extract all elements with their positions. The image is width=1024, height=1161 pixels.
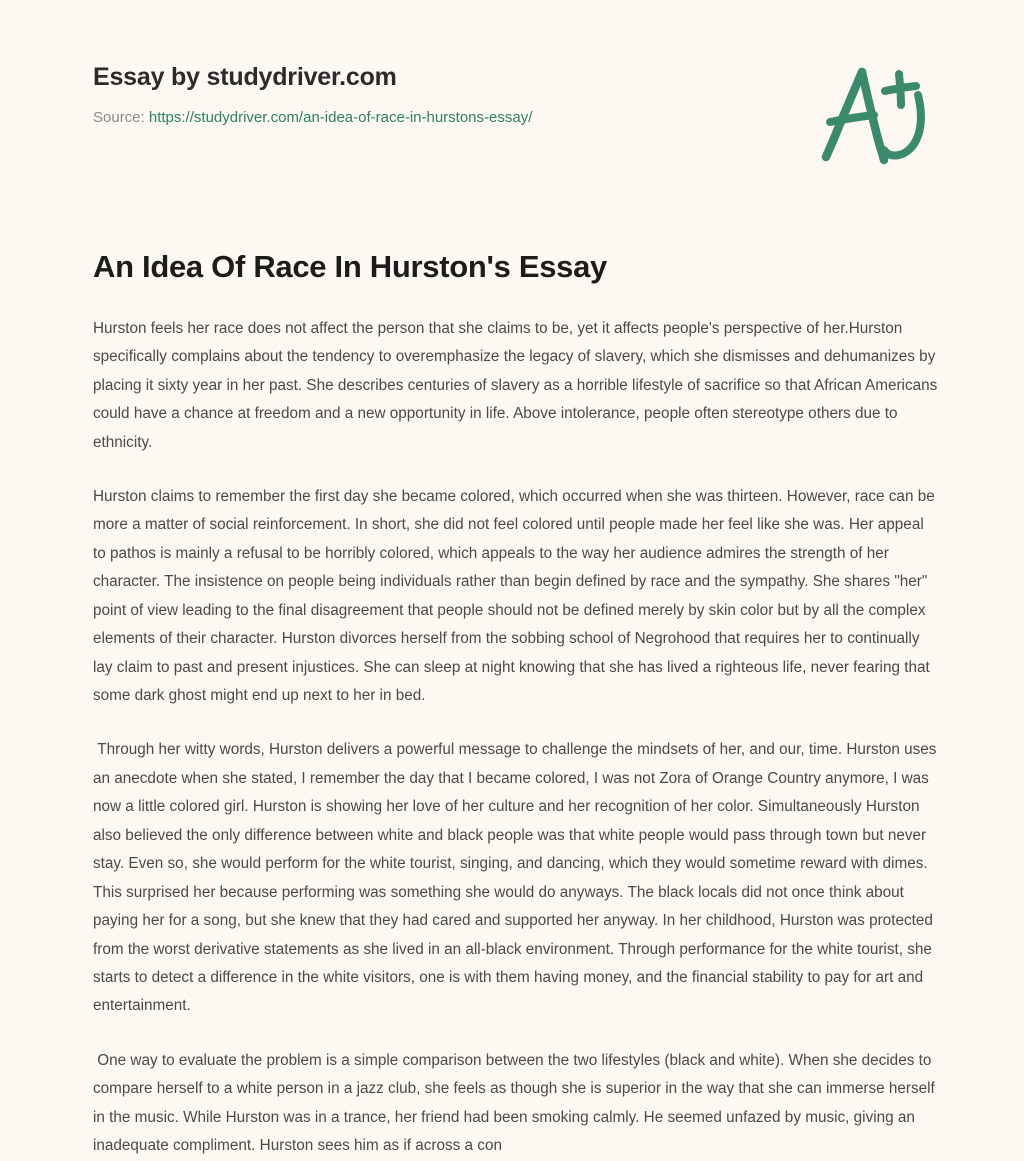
article-paragraph: Hurston feels her race does not affect the person that she claims to be, yet it affects people's perspective of her.Hurston specifically complains about the tendency to overemphasize the legacy of slavery, which she dismisses and dehumanizes by placing it sixty year in her past. She describes centuries of slavery as a horrible lifestyle of sacrifice so that African Americans could have a chance at freedom and a new opportunity in life. Above intolerance, people often stereotype others due to ethnicity. [93,319,942,451]
article-paragraph: Hurston claims to remember the first day she became colored, which occurred when she was thirteen. However, race can be more a matter of social reinforcement. In short, she did not feel colored until people made her feel like she was. Her appeal to pathos is mainly a refusal to be horribly colored, which appeals to the way her audience admires the strength of her character. The insistence on people being individuals rather than begin defined by race and the sympathy. She shares "her" point of view leading to the final disagreement that people should not be defined merely by skin color but by all the complex elements of their character. Hurston divorces herself from the sobbing school of Negrohood that requires her to continually lay claim to past and present injustices. She can sleep at night knowing that she has lived a righteous life, never fearing that some dark ghost might end up next to her in bed. [93,487,939,704]
source-url-link[interactable]: https://studydriver.com/an-idea-of-race-in-hurstons-essay/ [148,109,533,126]
article-body [93,315,942,1161]
article-paragraph: One way to evaluate the problem is a simple comparison between the two lifestyles (black and white). When she decides to compare herself to a white person in a jazz club, she feels as though she is superior in the way that she can immerse herself in the music. While Hurston was in a trance, her friend had been smoking calmly. He seemed unfazed by music, giving an inadequate compliment. Hurston sees him as if across a con [93,1051,940,1155]
brand-block [93,62,733,128]
article [93,248,942,1161]
document-header [0,0,1024,200]
brand-title: Essay by studydriver.com [93,63,397,91]
page-title: An Idea Of Race In Hurston's Essay [93,249,608,284]
article-paragraph: Through her witty words, Hurston delivers a powerful message to challenge the mindsets of her, and our, time. Hurston uses an anecdote when she stated, I remember the day that I became colored, I was not Zora of Orange Country anymore, I was now a little colored girl. Hurston is showing her love of her culture and her recognition of her color. Simultaneously Hurston also believed the only difference between white and black people was that white people would pass through town but never stay. Even so, she would perform for the white tourist, singing, and dancing, which they would sometime reward with dimes. This surprised her because performing was something she would do anyways. The black locals did not once think about paying her for a song, but she knew that they had cared and supported her anyway. In her childhood, Hurston was protected from the worst derivative statements as she lived in an all-black environment. Through performance for the white tourist, she starts to detect a difference in the white visitors, one is with them having money, and the financial stability to pay for art and entertainment. [93,741,941,1015]
source-line [93,108,733,128]
a-plus-logo-icon [806,58,936,170]
source-label: Source: [93,109,145,126]
